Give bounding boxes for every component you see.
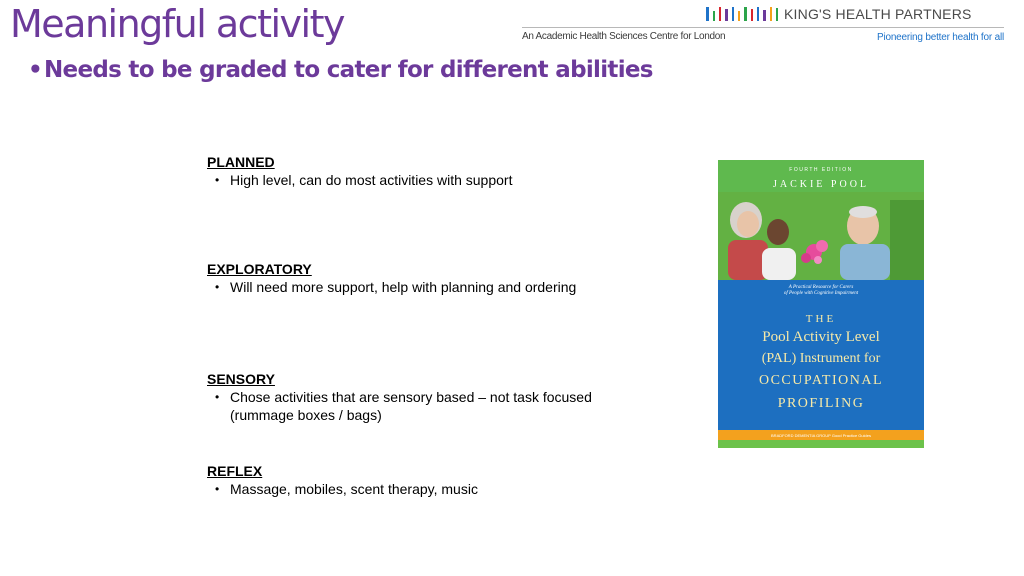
logo-bar bbox=[763, 10, 766, 21]
subtitle-text: Needs to be graded to cater for different abilities bbox=[44, 57, 653, 83]
book-author: JACKIE POOL bbox=[772, 179, 870, 190]
logo-bar bbox=[732, 7, 734, 21]
level-heading: SENSORY bbox=[207, 371, 275, 387]
level-heading: EXPLORATORY bbox=[207, 261, 312, 277]
logo-bar bbox=[757, 7, 759, 21]
level-point-text: Chose activities that are sensory based – not task focused bbox=[230, 389, 592, 405]
level-point bbox=[207, 388, 687, 406]
level-exploratory bbox=[207, 260, 687, 296]
level-point bbox=[207, 278, 687, 296]
logo-bar bbox=[706, 7, 709, 21]
subtitle-bullet: • bbox=[28, 57, 43, 83]
level-heading: REFLEX bbox=[207, 463, 263, 479]
bullet-icon: • bbox=[215, 482, 220, 496]
logo-bar bbox=[719, 7, 721, 21]
bullet-icon: • bbox=[215, 280, 220, 294]
level-point-text: (rummage boxes / bags) bbox=[230, 407, 382, 423]
book-photo-illustration bbox=[718, 192, 924, 280]
khp-tagline: An Academic Health Sciences Centre for London bbox=[522, 31, 726, 42]
book-tagline-2: of People with Cognitive Impairment bbox=[783, 291, 859, 296]
slide-title: Meaningful activity bbox=[10, 2, 344, 46]
level-planned bbox=[207, 153, 687, 189]
book-cover-art bbox=[718, 160, 924, 448]
level-heading: PLANNED bbox=[207, 154, 275, 170]
level-reflex bbox=[207, 462, 687, 498]
bullet-icon: • bbox=[215, 390, 220, 404]
logo-bar bbox=[770, 7, 772, 21]
level-point bbox=[207, 480, 687, 498]
book-title-line-2: (PAL) Instrument for bbox=[761, 351, 881, 366]
level-point-text: High level, can do most activities with support bbox=[230, 172, 513, 188]
level-sensory bbox=[207, 370, 687, 424]
book-tagline-1: A Practical Resource for Carers bbox=[788, 285, 854, 290]
book-title-line-3: OCCUPATIONAL bbox=[758, 373, 884, 388]
book-title-line-4: PROFILING bbox=[777, 396, 865, 411]
level-point-text: Massage, mobiles, scent therapy, music bbox=[230, 481, 478, 497]
book-edition: FOURTH EDITION bbox=[789, 167, 853, 173]
kings-health-partners-logo bbox=[706, 6, 972, 22]
logo-bar bbox=[776, 8, 778, 21]
logo-bar bbox=[738, 11, 740, 21]
slide-subtitle bbox=[28, 54, 653, 86]
logo-mark-icon bbox=[706, 7, 778, 21]
book-title-the: THE bbox=[805, 313, 837, 325]
logo-bar bbox=[713, 11, 715, 21]
book-footer: BRADFORD DEMENTIA GROUP Good Practice Guides bbox=[771, 433, 871, 438]
bullet-icon: • bbox=[215, 173, 220, 187]
logo-bar bbox=[744, 7, 747, 21]
header-divider bbox=[522, 27, 1004, 28]
level-point bbox=[207, 171, 687, 189]
logo-wordmark: KING'S HEALTH PARTNERS bbox=[784, 6, 972, 22]
level-point-continuation bbox=[207, 406, 687, 424]
level-point-text: Will need more support, help with planning and ordering bbox=[230, 279, 577, 295]
book-title-line-1: Pool Activity Level bbox=[762, 329, 880, 345]
pioneering-tagline: Pioneering better health for all bbox=[876, 32, 1004, 43]
book-cover-image bbox=[718, 160, 924, 448]
logo-bar bbox=[751, 9, 753, 21]
logo-bar bbox=[725, 9, 728, 21]
